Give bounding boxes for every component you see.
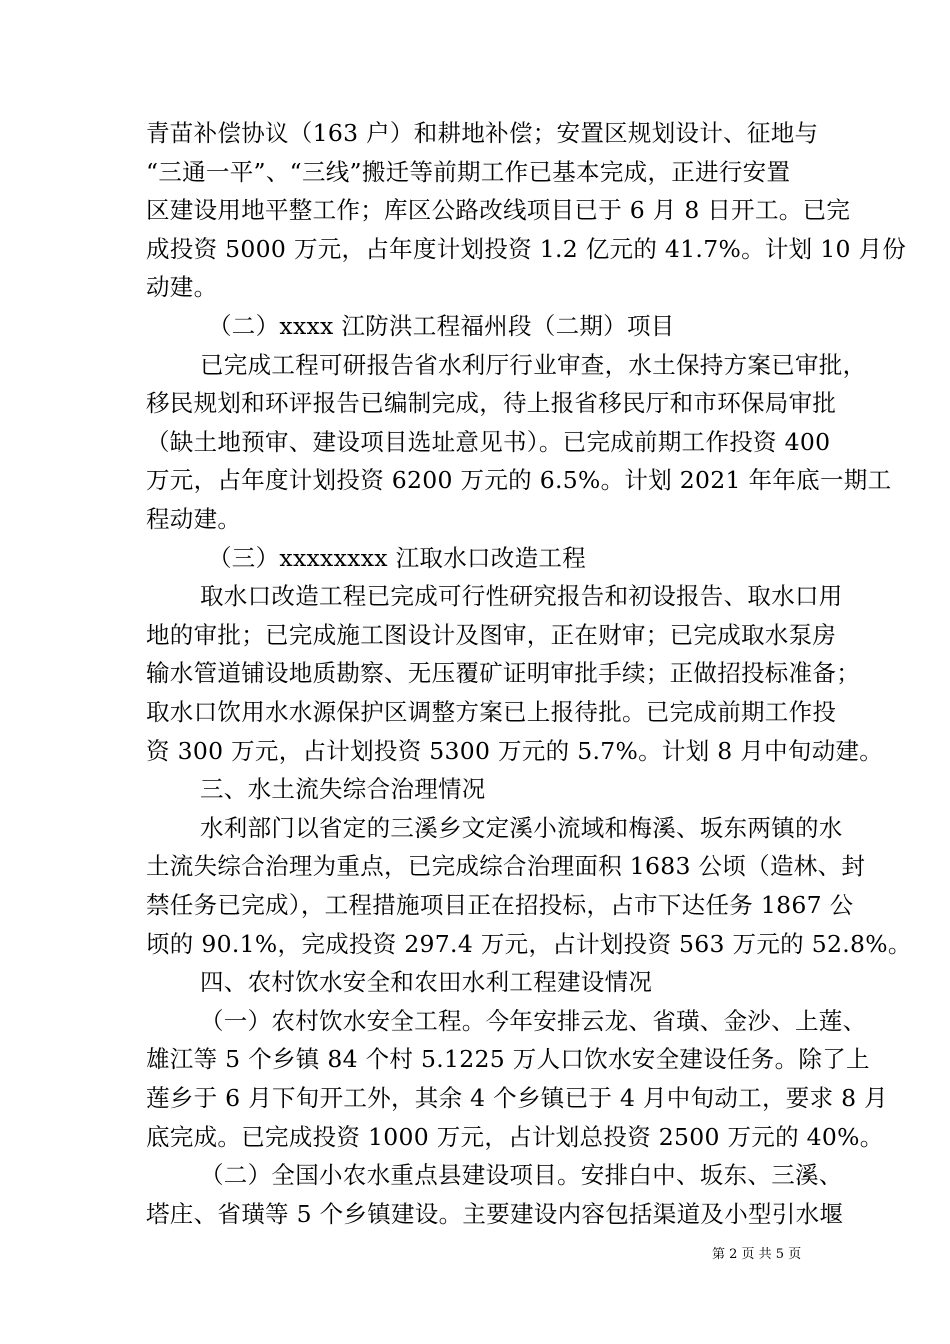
text-line: 地的审批；已完成施工图设计及图审，正在财审；已完成取水泵房 [146,620,837,649]
paragraph-first-line: 水利部门以省定的三溪乡文定溪小流域和梅溪、坂东两镇的水 [200,813,843,842]
text-line: 动建。 [146,273,218,302]
text-line: 顷的 90.1%，完成投资 297.4 万元，占计划投资 563 万元的 52.8%。 [146,929,912,958]
paragraph-first-line: （一）农村饮水安全工程。今年安排云龙、省璜、金沙、上莲、 [200,1006,867,1035]
text-line: 雄江等 5 个乡镇 84 个村 5.1225 万人口饮水安全建设任务。除了上 [146,1045,870,1074]
text-line: 莲乡于 6 月下旬开工外，其余 4 个乡镇已于 4 月中旬动工，要求 8 月 [146,1084,888,1112]
text-line: 禁任务已完成），工程措施项目正在招投标，占市下达任务 1867 公 [146,891,854,919]
paragraph-first-line: 已完成工程可研报告省水利厅行业审查，水土保持方案已审批， [200,350,867,379]
text-line: 程动建。 [146,505,242,533]
text-line: 土流失综合治理为重点，已完成综合治理面积 1683 公顷（造林、封 [146,852,866,881]
text-line: 取水口饮用水水源保护区调整方案已上报待批。已完成前期工作投 [146,698,837,726]
text-line: 移民规划和环评报告已编制完成，待上报省移民厅和市环保局审批 [146,389,837,418]
page-number: 第 2 页 共 5 页 [712,1247,802,1262]
text-line: （缺土地预审、建设项目选址意见书）。已完成前期工作投资 400 [146,427,831,456]
paragraph-first-line: （二）全国小农水重点县建设项目。安排白中、坂东、三溪、 [200,1161,843,1190]
text-line: 资 300 万元，占计划投资 5300 万元的 5.7%。计划 8 月中旬动建。 [146,736,884,765]
text-line: 区建设用地平整工作；库区公路改线项目已于 6 月 8 日开工。已完 [146,196,851,225]
text-line: 青苗补偿协议（163 户）和耕地补偿；安置区规划设计、征地与 [146,119,819,147]
text-line: 输水管道铺设地质勘察、无压覆矿证明审批手续；正做招投标准备； [146,659,860,688]
paragraph-first-line: 取水口改造工程已完成可行性研究报告和初设报告、取水口用 [200,582,843,611]
text-line: 塔庄、省璜等 5 个乡镇建设。主要建设内容包括渠道及小型引水堰 [146,1199,844,1228]
section-heading: 四、农村饮水安全和农田水利工程建设情况 [200,968,653,997]
text-line: “三通一平”、“三线”搬迁等前期工作已基本完成，正进行安置 [146,157,791,186]
text-line: 成投资 5000 万元，占年度计划投资 1.2 亿元的 41.7%。计划 10 月份 [146,234,907,263]
text-line: 底完成。已完成投资 1000 万元，占计划总投资 2500 万元的 40%。 [146,1122,884,1151]
section-heading: （三）xxxxxxxx 江取水口改造工程 [208,543,586,572]
text-line: 万元，占年度计划投资 6200 万元的 6.5%。计划 2021 年年底一期工 [146,466,892,495]
section-heading: （二）xxxx 江防洪工程福州段（二期）项目 [208,312,675,340]
section-heading: 三、水土流失综合治理情况 [200,775,486,804]
